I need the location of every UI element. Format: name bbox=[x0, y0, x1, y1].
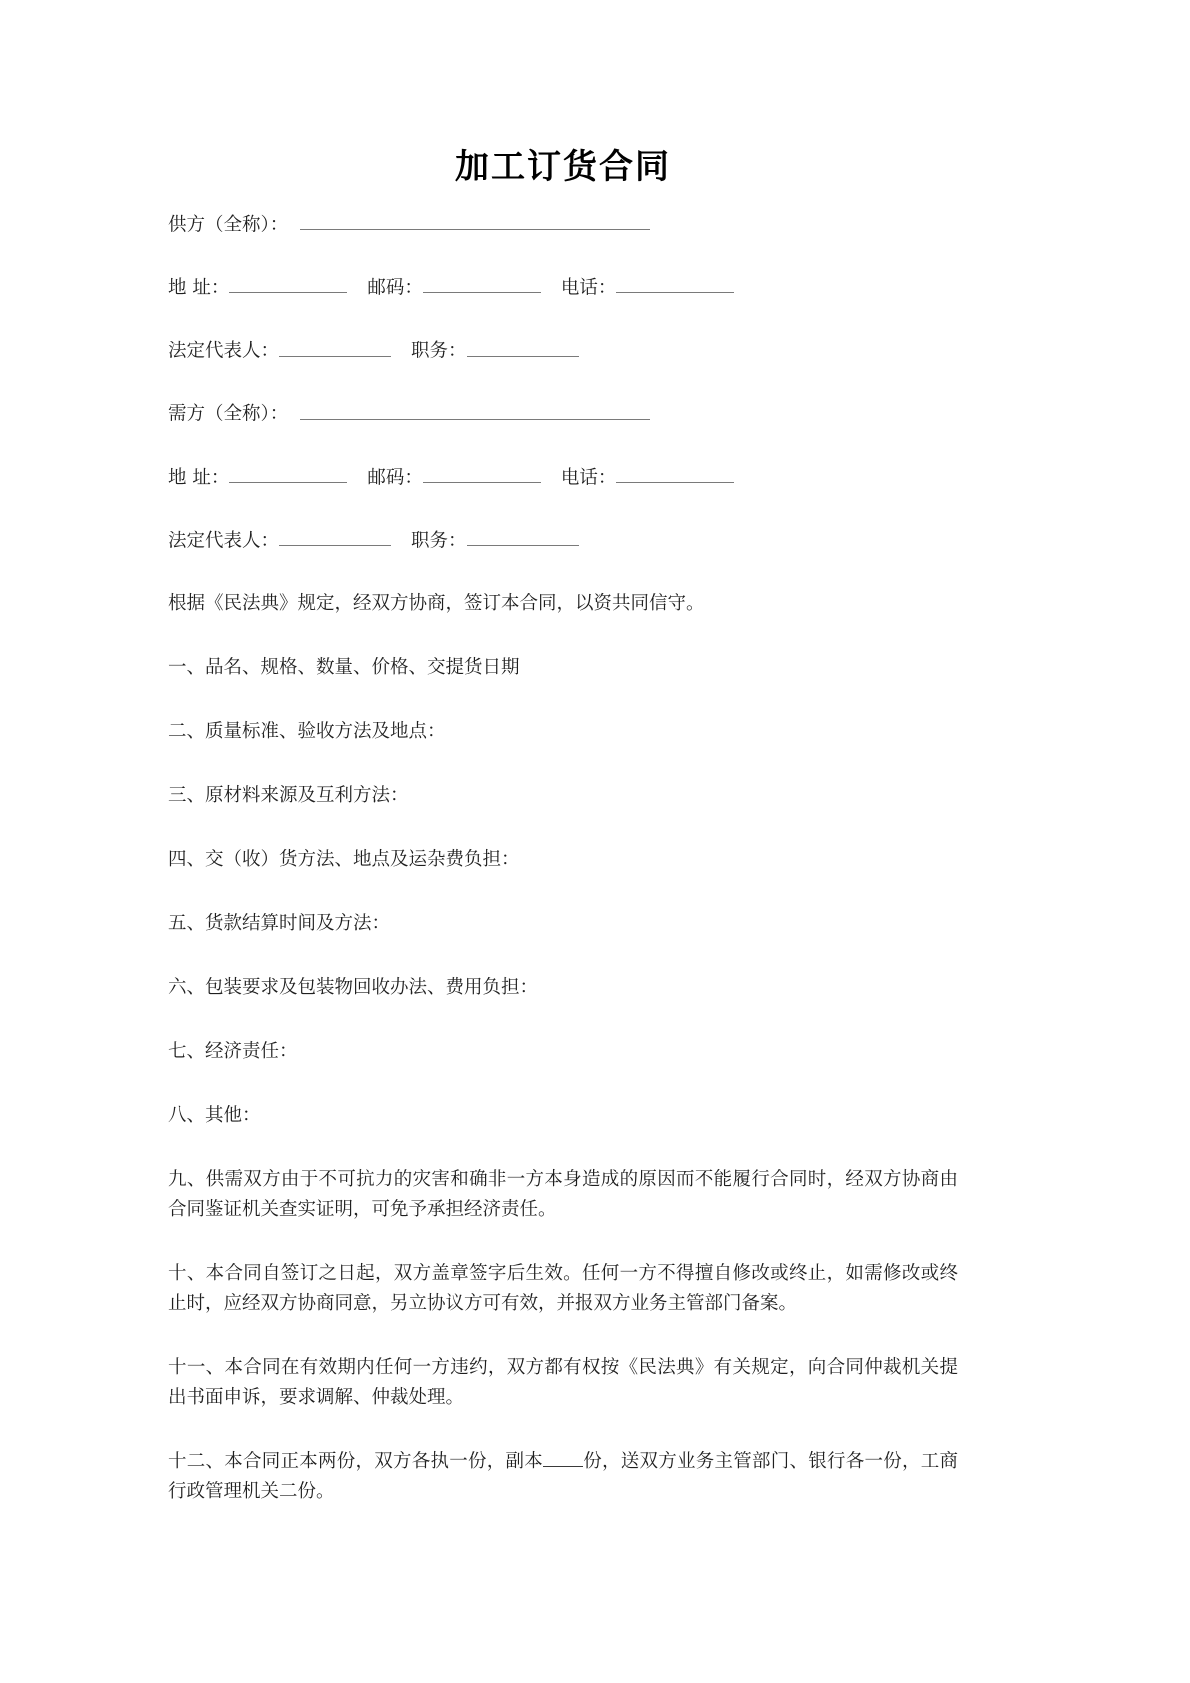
supplier-name-label: 供方（全称）： bbox=[168, 214, 289, 235]
copies-count-input[interactable] bbox=[543, 1447, 583, 1467]
clause-12-text-after: 份，送双方业务主管部门、银行各一份，工商行政管理机关二份。 bbox=[168, 1450, 958, 1502]
clause-item-12 bbox=[168, 1447, 958, 1507]
clause-12-text-before: 十二、本合同正本两份，双方各执一份，副本 bbox=[168, 1450, 543, 1472]
buyer-legal-rep-row bbox=[168, 527, 958, 555]
buyer-name-input[interactable] bbox=[300, 400, 650, 420]
supplier-position-label: 职务： bbox=[411, 340, 467, 362]
clause-item-11: 十一、本合同在有效期内任何一方违约，双方都有权按《民法典》有关规定，向合同仲裁机关提出书面申诉，要求调解、仲裁处理。 bbox=[168, 1356, 958, 1408]
buyer-legal-rep-label: 法定代表人： bbox=[168, 530, 280, 552]
supplier-phone-input[interactable] bbox=[616, 274, 734, 294]
clause-item-4: 四、交（收）货方法、地点及运杂费负担： bbox=[168, 848, 520, 870]
clause-item-7: 七、经济责任： bbox=[168, 1040, 298, 1062]
buyer-postcode-input[interactable] bbox=[423, 464, 541, 484]
supplier-postcode-input[interactable] bbox=[423, 274, 541, 294]
clause-item-8: 八、其他： bbox=[168, 1104, 261, 1126]
supplier-address-label: 地 址： bbox=[168, 277, 230, 299]
buyer-name-row bbox=[168, 400, 958, 428]
intro-paragraph: 根据《民法典》规定，经双方协商，签订本合同，以资共同信守。 bbox=[168, 593, 705, 614]
supplier-legal-rep-label: 法定代表人： bbox=[168, 340, 280, 362]
clause-item-5: 五、货款结算时间及方法： bbox=[168, 912, 391, 934]
buyer-position-label: 职务： bbox=[411, 530, 467, 552]
supplier-phone-label: 电话： bbox=[560, 277, 617, 299]
supplier-position-input[interactable] bbox=[467, 337, 579, 357]
supplier-name-input[interactable] bbox=[300, 211, 650, 231]
clause-item-2: 二、质量标准、验收方法及地点： bbox=[168, 720, 446, 742]
buyer-legal-rep-input[interactable] bbox=[279, 527, 391, 547]
supplier-address-input[interactable] bbox=[229, 274, 347, 294]
page-title: 加工订货合同 bbox=[455, 147, 671, 187]
supplier-legal-rep-row bbox=[168, 337, 958, 365]
supplier-name-row bbox=[168, 211, 958, 239]
buyer-phone-input[interactable] bbox=[616, 464, 734, 484]
clause-item-10: 十、本合同自签订之日起，双方盖章签字后生效。任何一方不得擅自修改或终止，如需修改或终止时，应经双方协商同意，另立协议方可有效，并报双方业务主管部门备案。 bbox=[168, 1262, 958, 1314]
buyer-postcode-label: 邮码： bbox=[367, 467, 423, 488]
buyer-address-input[interactable] bbox=[229, 464, 347, 484]
supplier-address-row bbox=[168, 274, 958, 302]
clause-item-6: 六、包装要求及包装物回收办法、费用负担： bbox=[168, 976, 539, 998]
buyer-address-label: 地 址： bbox=[168, 467, 230, 488]
clause-item-3: 三、原材料来源及互利方法： bbox=[168, 784, 409, 806]
supplier-legal-rep-input[interactable] bbox=[279, 337, 391, 357]
clause-item-1: 一、品名、规格、数量、价格、交提货日期 bbox=[168, 656, 520, 678]
buyer-address-row bbox=[168, 464, 958, 492]
buyer-position-input[interactable] bbox=[467, 527, 579, 547]
buyer-phone-label: 电话： bbox=[560, 467, 617, 488]
clause-item-9: 九、供需双方由于不可抗力的灾害和确非一方本身造成的原因而不能履行合同时，经双方协商由合同鉴证机关查实证明，可免予承担经济责任。 bbox=[168, 1168, 958, 1220]
supplier-postcode-label: 邮码： bbox=[367, 277, 423, 299]
document-content bbox=[168, 146, 958, 1506]
buyer-name-label: 需方（全称）： bbox=[168, 403, 289, 425]
